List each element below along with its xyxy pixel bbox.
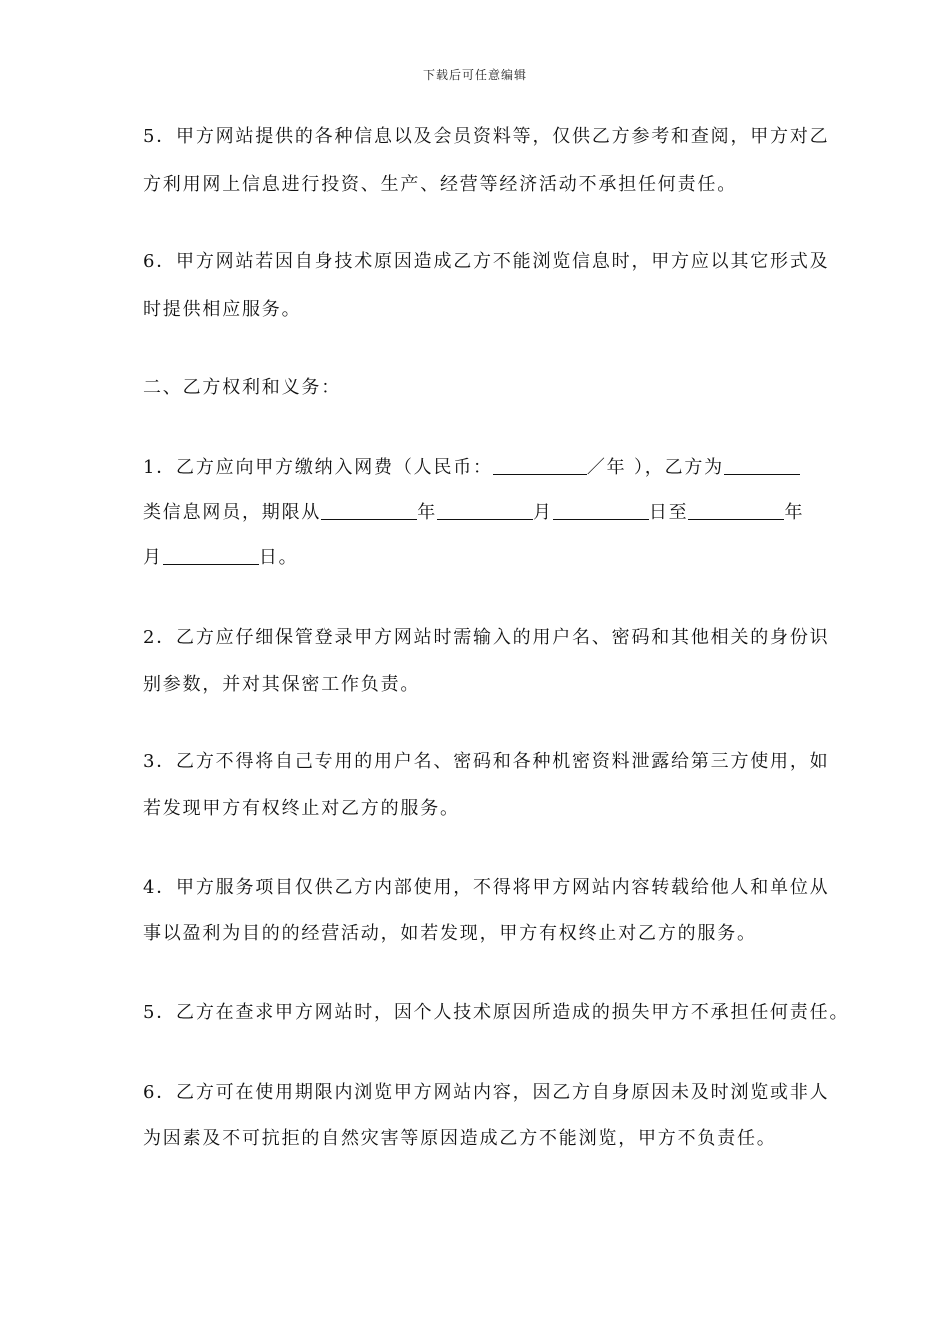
s1-item6-line1: 6．甲方网站若因自身技术原因造成乙方不能浏览信息时，甲方应以其它形式及 <box>143 251 830 272</box>
header-note: 下载后可任意编辑 <box>422 68 527 82</box>
section2-heading: 二、乙方权利和义务： <box>143 377 341 398</box>
s2-item1-end-year-label: 年 <box>784 502 805 523</box>
s2-item1-text-b: ／年 ），乙方为 <box>586 457 724 478</box>
s1-item5-line2: 方利用网上信息进行投资、生产、经营等经济活动不承担任何责任。 <box>143 174 737 195</box>
s1-item5-line1: 5．甲方网站提供的各种信息以及会员资料等，仅供乙方参考和查阅，甲方对乙 <box>143 126 830 147</box>
s2-item2-line1: 2．乙方应仔细保管登录甲方网站时需输入的用户名、密码和其他相关的身份识 <box>143 627 830 648</box>
s2-item1-month-label: 月 <box>533 502 553 523</box>
s2-item1-year-label: 年 <box>417 502 438 523</box>
s2-item5-line1: 5．乙方在查求甲方网站时，因个人技术原因所造成的损失甲方不承担任何责任。 <box>143 1002 850 1023</box>
s2-item2-line2: 别参数，并对其保密工作负责。 <box>143 674 421 695</box>
s2-item1-end-day-label: 日。 <box>258 547 299 568</box>
s1-item6-line2: 时提供相应服务。 <box>143 299 302 320</box>
start-day-blank[interactable] <box>553 501 649 520</box>
s2-item1-line2 <box>143 501 804 525</box>
fee-amount-blank[interactable] <box>493 456 587 475</box>
s2-item3-line1: 3．乙方不得将自己专用的用户名、密码和各种机密资料泄露给第三方使用，如 <box>143 751 830 772</box>
s2-item1-line1 <box>143 456 800 480</box>
s2-item1-text-c: 类信息网员，期限从 <box>143 502 322 523</box>
s2-item6-line2: 为因素及不可抗拒的自然灾害等原因造成乙方不能浏览，甲方不负责任。 <box>143 1128 777 1149</box>
member-type-blank[interactable] <box>724 456 800 475</box>
s2-item1-to-label: 日至 <box>648 502 689 523</box>
end-day-blank[interactable] <box>163 546 259 565</box>
s2-item3-line2: 若发现甲方有权终止对乙方的服务。 <box>143 798 460 819</box>
s2-item6-line1: 6．乙方可在使用期限内浏览甲方网站内容，因乙方自身原因未及时浏览或非人 <box>143 1082 830 1103</box>
start-year-blank[interactable] <box>321 501 417 520</box>
s2-item1-line3 <box>143 546 298 570</box>
s2-item4-line1: 4．甲方服务项目仅供乙方内部使用，不得将甲方网站内容转载给他人和单位从 <box>143 877 830 898</box>
s2-item4-line2: 事以盈利为目的的经营活动，如若发现，甲方有权终止对乙方的服务。 <box>143 923 757 944</box>
start-month-blank[interactable] <box>437 501 533 520</box>
s2-item1-end-month-label: 月 <box>143 547 163 568</box>
s2-item1-text-a: 1．乙方应向甲方缴纳入网费（人民币： <box>143 457 493 478</box>
end-year-blank[interactable] <box>688 501 784 520</box>
